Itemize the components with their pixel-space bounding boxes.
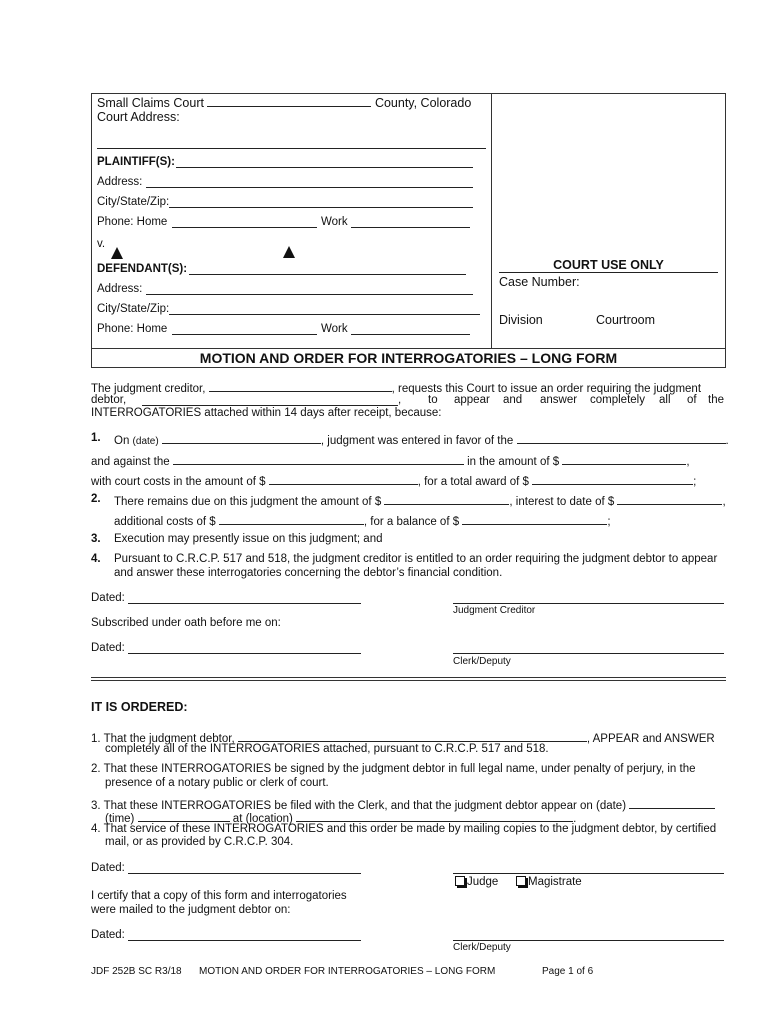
- intro-word: to: [428, 394, 438, 406]
- court-costs-label: with court costs in the amount of $: [91, 476, 266, 488]
- item-2-semicolon: ;: [607, 516, 611, 528]
- item-1-line-2: [91, 453, 690, 468]
- defendant-work-phone-field[interactable]: [351, 334, 470, 335]
- intro-word: appear: [454, 394, 490, 406]
- judge-signature-field[interactable]: [453, 873, 724, 874]
- item-1-line-3: [91, 473, 696, 488]
- triangle-icon: [283, 246, 295, 258]
- footer-form-title: MOTION AND ORDER FOR INTERROGATORIES – LONG FORM: [199, 966, 496, 977]
- intro-word: the: [708, 394, 724, 406]
- caption-divider-horizontal: [91, 348, 726, 349]
- intro-text-a: The judgment creditor,: [91, 383, 206, 395]
- order-1-text-b: , APPEAR and ANSWER: [586, 733, 715, 745]
- court-address-label: Court Address:: [97, 110, 180, 124]
- item-1-amount-label: in the amount of $: [467, 456, 560, 468]
- court-line: [97, 95, 471, 110]
- interest-field[interactable]: [617, 493, 722, 505]
- order-2-line-2: presence of a notary public or clerk of court.: [105, 777, 329, 789]
- appear-time-field[interactable]: [138, 810, 230, 822]
- remaining-due-label: There remains due on this judgment the amount of $: [114, 496, 382, 508]
- intro-text-b: , requests this Court to issue an order requiring the judgment: [391, 383, 702, 395]
- certify-line-1: I certify that a copy of this form and interrogatories: [91, 890, 347, 902]
- plaintiff-home-phone-field[interactable]: [172, 227, 317, 228]
- plaintiff-city-label: City/State/Zip:: [97, 196, 170, 208]
- defendant-city-label: City/State/Zip:: [97, 303, 170, 315]
- item-number: 3.: [91, 533, 101, 545]
- defendant-phone-label: Phone: Home: [97, 323, 168, 335]
- order-3-end: .: [573, 813, 577, 825]
- defendants-label: DEFENDANT(S):: [97, 263, 188, 275]
- item-number: 1.: [91, 432, 101, 444]
- clerk-signature-field[interactable]: [453, 653, 724, 654]
- footer-form-id: JDF 252B SC R3/18: [91, 966, 182, 977]
- page-title: MOTION AND ORDER FOR INTERROGATORIES – LONG FORM: [199, 350, 618, 366]
- division-label: Division: [499, 313, 543, 327]
- item-1-line-1: [114, 432, 729, 447]
- total-award-label: , for a total award of $: [417, 476, 529, 488]
- magistrate-checkbox[interactable]: [516, 876, 526, 886]
- magistrate-label: Magistrate: [528, 876, 582, 888]
- caption-divider-vertical: [491, 93, 492, 349]
- balance-field[interactable]: [462, 513, 607, 525]
- item-2-line-1: [114, 493, 726, 508]
- additional-costs-label: additional costs of $: [114, 516, 216, 528]
- order-4-line-2: mail, or as provided by C.R.C.P. 304.: [105, 836, 294, 848]
- plaintiff-city-field[interactable]: [169, 207, 473, 208]
- mailed-clerk-deputy-label: Clerk/Deputy: [453, 942, 511, 953]
- intro-line-3: INTERROGATORIES attached within 14 days after receipt, because:: [91, 407, 442, 419]
- intro-word: of: [687, 394, 697, 406]
- item-2-comma: ,: [722, 496, 726, 508]
- court-use-only-label: COURT USE ONLY: [553, 258, 664, 272]
- defendant-work-label: Work: [321, 323, 348, 335]
- intro-word: answer: [540, 394, 578, 406]
- item-1-date-label: (date): [132, 436, 159, 447]
- defendants-field[interactable]: [189, 274, 466, 275]
- mailed-clerk-signature-field[interactable]: [453, 940, 724, 941]
- courtroom-label: Courtroom: [596, 313, 656, 327]
- judge-option[interactable]: [455, 876, 498, 888]
- judgment-against-field[interactable]: [173, 453, 464, 465]
- location-label: at (location): [232, 813, 293, 825]
- order-dated-field[interactable]: [128, 873, 361, 874]
- dated-label: Dated:: [91, 592, 125, 604]
- judgment-favor-field[interactable]: [517, 432, 726, 444]
- judge-label: Judge: [467, 876, 499, 888]
- appear-location-field[interactable]: [296, 810, 573, 822]
- mailed-dated-field[interactable]: [128, 940, 361, 941]
- remaining-due-field[interactable]: [384, 493, 509, 505]
- mailed-dated-label: Dated:: [91, 929, 125, 941]
- defendant-city-field[interactable]: [169, 314, 480, 315]
- court-costs-field[interactable]: [269, 473, 418, 485]
- court-line-start: Small Claims Court: [97, 96, 204, 110]
- interest-label: , interest to date of $: [509, 496, 615, 508]
- item-1-comma: ,: [686, 456, 690, 468]
- order-debtor-field[interactable]: [238, 730, 587, 742]
- intro-debtor-label: debtor,: [91, 394, 127, 406]
- judge-checkbox[interactable]: [455, 876, 465, 886]
- judgment-amount-field[interactable]: [562, 453, 686, 465]
- judgment-creditor-label: Judgment Creditor: [453, 605, 536, 616]
- additional-costs-field[interactable]: [219, 513, 364, 525]
- court-address-field[interactable]: [97, 148, 486, 149]
- court-use-only-rule: [499, 272, 718, 273]
- intro-word: completely: [590, 394, 645, 406]
- order-dated-label: Dated:: [91, 862, 125, 874]
- footer-page-number: Page 1 of 6: [542, 966, 594, 977]
- item-1-against: and against the: [91, 456, 170, 468]
- defendant-home-phone-field[interactable]: [172, 334, 317, 335]
- order-3-text: 3. That these INTERROGATORIES be filed with the Clerk, and that the judgment debtor appear on (date): [91, 800, 627, 812]
- order-1-line-2: completely all of the INTERROGATORIES attached, pursuant to C.R.C.P. 517 and 518.: [105, 743, 549, 755]
- defendant-address-field[interactable]: [146, 294, 473, 295]
- magistrate-option[interactable]: [516, 876, 582, 888]
- plaintiff-address-field[interactable]: [146, 187, 473, 188]
- item-4-line-2: and answer these interrogatories concerning the debtor’s financial condition.: [114, 567, 503, 579]
- judgment-creditor-field[interactable]: [209, 380, 392, 392]
- plaintiff-work-phone-field[interactable]: [351, 227, 470, 228]
- order-heading: IT IS ORDERED:: [91, 700, 188, 714]
- item-1-on: On: [114, 435, 130, 447]
- item-1-end: .: [725, 435, 729, 447]
- item-1-text-b: , judgment was entered in favor of the: [320, 435, 514, 447]
- intro-comma: ,: [398, 394, 402, 406]
- dated-field-2[interactable]: [128, 653, 361, 654]
- total-award-field[interactable]: [532, 473, 693, 485]
- order-1-text-a: 1. That the judgment debtor,: [91, 733, 235, 745]
- triangle-icon: [111, 247, 123, 259]
- item-2-line-2: [114, 513, 611, 528]
- item-3-text: Execution may presently issue on this judgment; and: [114, 533, 383, 545]
- item-4-line-1: Pursuant to C.R.C.P. 517 and 518, the judgment creditor is entitled to an order requiring the judgment debtor to appear: [114, 553, 718, 565]
- section-divider: [91, 677, 726, 681]
- time-label: (time): [105, 813, 135, 825]
- intro-word: all: [659, 394, 671, 406]
- plaintiffs-label: PLAINTIFF(S):: [97, 156, 175, 168]
- subscribed-label: Subscribed under oath before me on:: [91, 617, 281, 629]
- dated-field[interactable]: [128, 603, 361, 604]
- order-2-line-1: 2. That these INTERROGATORIES be signed by the judgment debtor in full legal name, under penalty of perjury, in the: [91, 763, 696, 775]
- item-number: 4.: [91, 553, 101, 565]
- appear-date-field[interactable]: [629, 797, 715, 809]
- plaintiff-work-label: Work: [321, 216, 348, 228]
- balance-label: , for a balance of $: [363, 516, 460, 528]
- certify-line-2: were mailed to the judgment debtor on:: [91, 904, 291, 916]
- item-number: 2.: [91, 493, 101, 505]
- order-4-line-1: 4. That service of these INTERROGATORIES and this order be made by mailing copies to the judgment debtor, by certified: [91, 823, 717, 835]
- case-number-label: Case Number:: [499, 275, 580, 289]
- plaintiff-address-label: Address:: [97, 176, 143, 188]
- judgment-creditor-signature-field[interactable]: [453, 603, 724, 604]
- plaintiff-phone-label: Phone: Home: [97, 216, 168, 228]
- defendant-address-label: Address:: [97, 283, 143, 295]
- clerk-deputy-label: Clerk/Deputy: [453, 656, 511, 667]
- dated-label-2: Dated:: [91, 642, 125, 654]
- item-1-semicolon: ;: [693, 476, 697, 488]
- intro-line-1: [91, 380, 726, 395]
- versus-label: v.: [97, 238, 106, 250]
- judgment-date-field[interactable]: [162, 432, 321, 444]
- judgment-debtor-field[interactable]: [142, 405, 398, 406]
- plaintiffs-field[interactable]: [176, 167, 473, 168]
- county-field[interactable]: [207, 95, 371, 107]
- court-line-end: County, Colorado: [374, 96, 472, 110]
- intro-word: and: [503, 394, 523, 406]
